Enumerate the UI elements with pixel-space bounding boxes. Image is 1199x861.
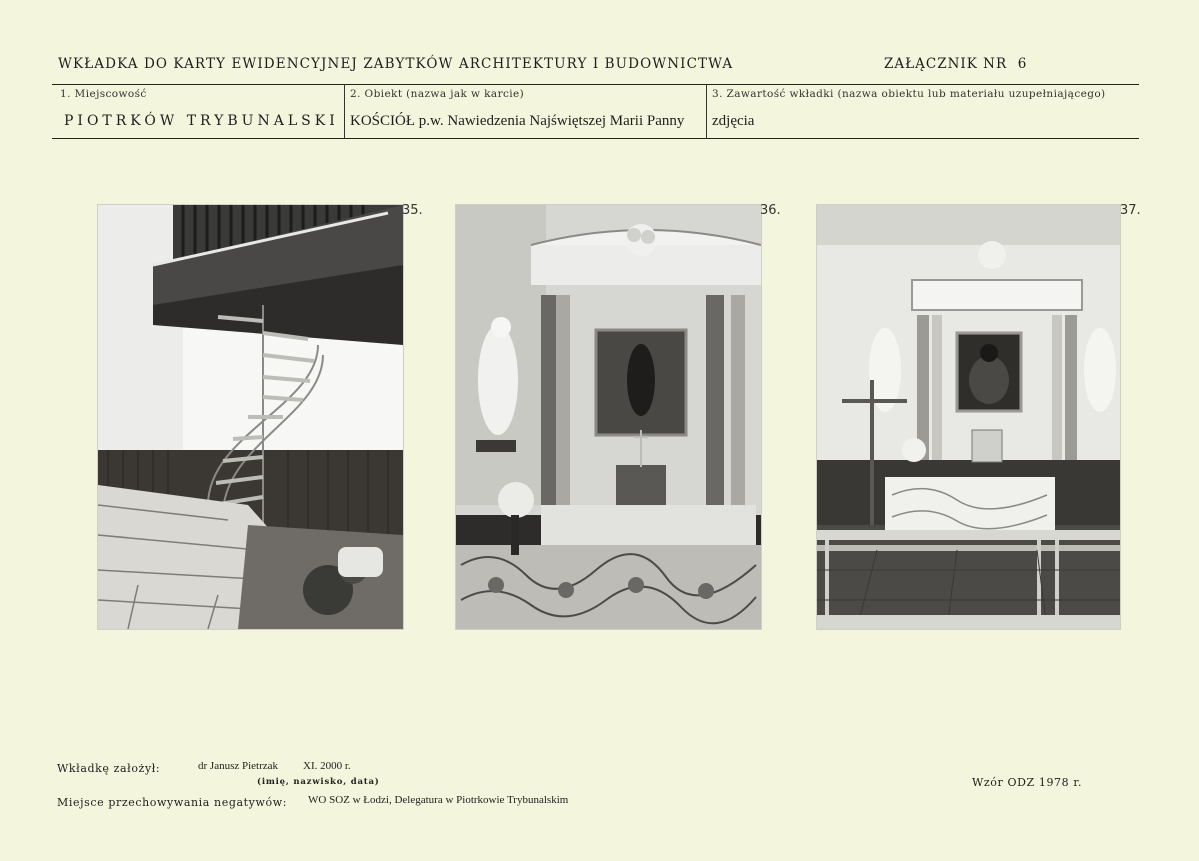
- storage-label: Miejsce przechowywania negatywów:: [57, 796, 288, 809]
- photo-staircase: [97, 204, 404, 630]
- document-title: WKŁADKA DO KARTY EWIDENCYJNEJ ZABYTKÓW ARCHITEKTURY I BUDOWNICTWA: [58, 56, 734, 72]
- founder-date: XI. 2000 r.: [303, 760, 351, 772]
- side-altar-image: [817, 205, 1120, 629]
- photo-side-altar: [816, 204, 1121, 630]
- annex-number: 6: [1017, 56, 1028, 72]
- place-value: PIOTRKÓW TRYBUNALSKI: [64, 113, 339, 129]
- storage-value: WO SOZ w Łodzi, Delegatura w Piotrkowie Trybunalskim: [308, 794, 569, 806]
- photo-main-altar: [455, 204, 762, 630]
- photo-number-35: 35.: [402, 203, 423, 218]
- founder-label: Wkładkę założył:: [57, 762, 161, 775]
- form-model: Wzór ODZ 1978 r.: [972, 776, 1083, 789]
- photo-number-36: 36.: [760, 203, 781, 218]
- table-top-rule: [52, 84, 1139, 85]
- main-altar-image: [456, 205, 761, 629]
- staircase-image: [98, 205, 403, 629]
- annex-label-text: ZAŁĄCZNIK NR: [884, 56, 1008, 72]
- place-caption: 1. Miejscowość: [60, 88, 147, 100]
- object-value: KOŚCIÓŁ p.w. Nawiedzenia Najświętszej Marii Panny: [350, 113, 685, 129]
- table-divider-1: [344, 84, 345, 139]
- content-value: zdjęcia: [712, 113, 755, 129]
- founder-hint: (imię, nazwisko, data): [257, 777, 380, 787]
- table-divider-2: [706, 84, 707, 139]
- founder-name: dr Janusz Pietrzak: [198, 760, 279, 772]
- content-caption: 3. Zawartość wkładki (nazwa obiektu lub materiału uzupełniającego): [712, 88, 1106, 100]
- table-bottom-rule: [52, 138, 1139, 139]
- photo-number-37: 37.: [1120, 203, 1141, 218]
- annex-label: [884, 56, 1027, 72]
- object-caption: 2. Obiekt (nazwa jak w karcie): [350, 88, 525, 100]
